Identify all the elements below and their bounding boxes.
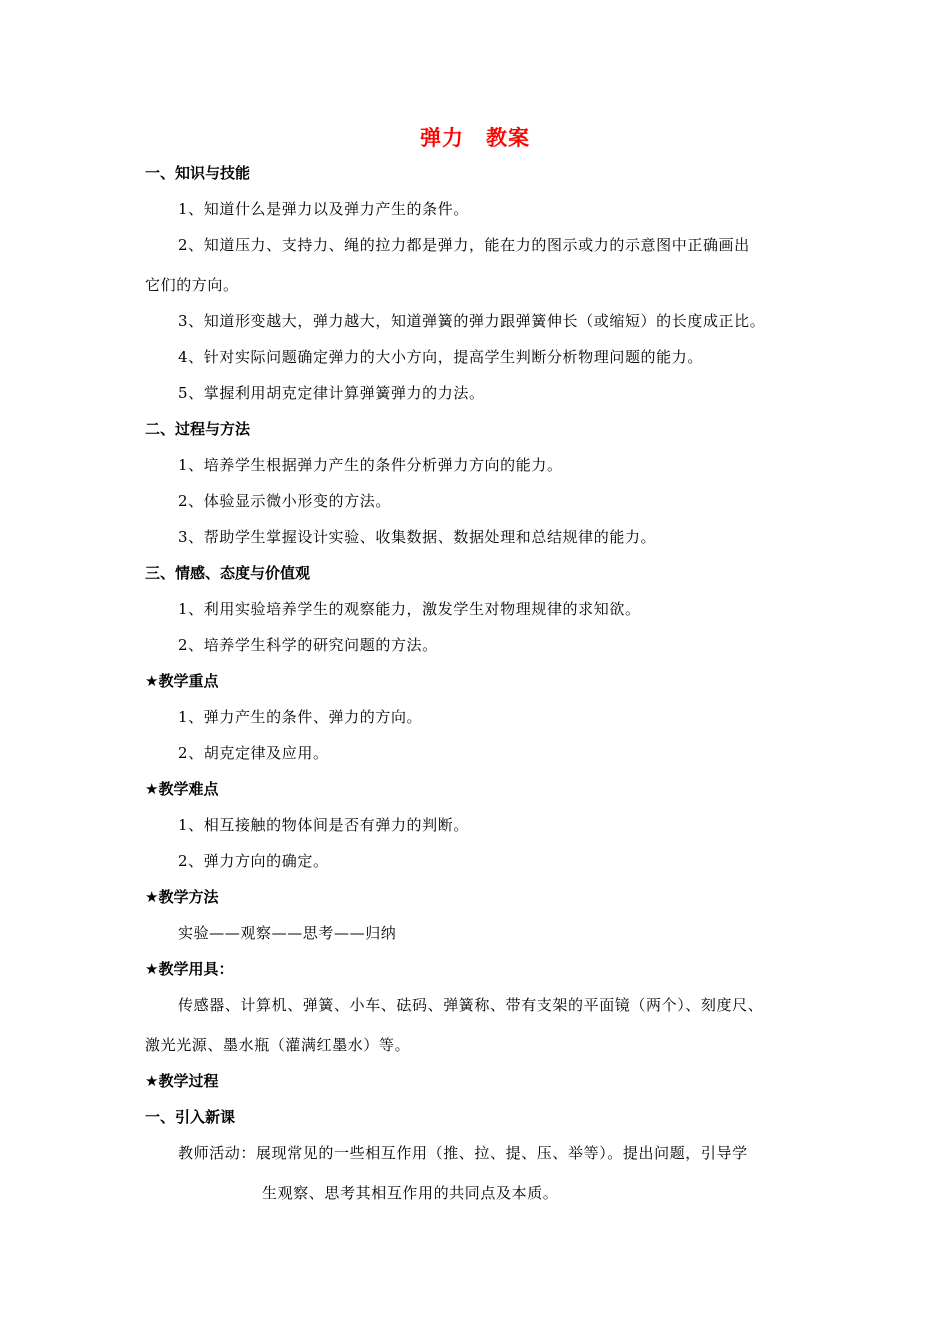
section-heading: 一、引入新课 (145, 1108, 236, 1126)
body-text-line: 1、相互接触的物体间是否有弹力的判断。 (178, 816, 469, 834)
section-heading: ★教学用具： (145, 960, 234, 978)
body-text-line: 1、利用实验培养学生的观察能力，激发学生对物理规律的求知欲。 (178, 600, 641, 618)
body-text-line: 传感器、计算机、弹簧、小车、砝码、弹簧称、带有支架的平面镜（两个）、刻度尺、 (178, 996, 764, 1014)
body-text-line: 生观察、思考其相互作用的共同点及本质。 (262, 1184, 559, 1202)
body-text-line: 2、体验显示微小形变的方法。 (178, 492, 391, 510)
body-text-line: 实验——观察——思考——归纳 (178, 924, 397, 942)
section-heading: 二、过程与方法 (145, 420, 251, 438)
section-heading: 三、情感、态度与价值观 (145, 564, 311, 582)
body-text-line: 2、培养学生科学的研究问题的方法。 (178, 636, 438, 654)
document-title: 弹力 教案 (420, 126, 530, 150)
body-text-line: 1、知道什么是弹力以及弹力产生的条件。 (178, 200, 469, 218)
body-text-line: 激光光源、墨水瓶（灌满红墨水）等。 (145, 1036, 411, 1054)
body-text-line: 4、针对实际问题确定弹力的大小方向，提高学生判断分析物理问题的能力。 (178, 348, 703, 366)
body-text-line: 教师活动：展现常见的一些相互作用（推、拉、提、压、举等）。提出问题，引导学 (178, 1144, 748, 1162)
body-text-line: 1、培养学生根据弹力产生的条件分析弹力方向的能力。 (178, 456, 563, 474)
section-heading: ★教学重点 (145, 672, 219, 690)
body-text-line: 3、知道形变越大，弹力越大，知道弹簧的弹力跟弹簧伸长（或缩短）的长度成正比。 (178, 312, 766, 330)
section-heading: ★教学方法 (145, 888, 219, 906)
body-text-line: 2、知道压力、支持力、绳的拉力都是弹力，能在力的图示或力的示意图中正确画出 (178, 236, 750, 254)
body-text-line: 3、帮助学生掌握设计实验、收集数据、数据处理和总结规律的能力。 (178, 528, 657, 546)
section-heading: 一、知识与技能 (145, 164, 251, 182)
body-text-line: 1、弹力产生的条件、弹力的方向。 (178, 708, 423, 726)
body-text-line: 5、掌握利用胡克定律计算弹簧弹力的力法。 (178, 384, 485, 402)
section-heading: ★教学难点 (145, 780, 219, 798)
body-text-line: 2、弹力方向的确定。 (178, 852, 329, 870)
body-text-line: 2、胡克定律及应用。 (178, 744, 329, 762)
section-heading: ★教学过程 (145, 1072, 219, 1090)
body-text-line: 它们的方向。 (145, 276, 239, 294)
